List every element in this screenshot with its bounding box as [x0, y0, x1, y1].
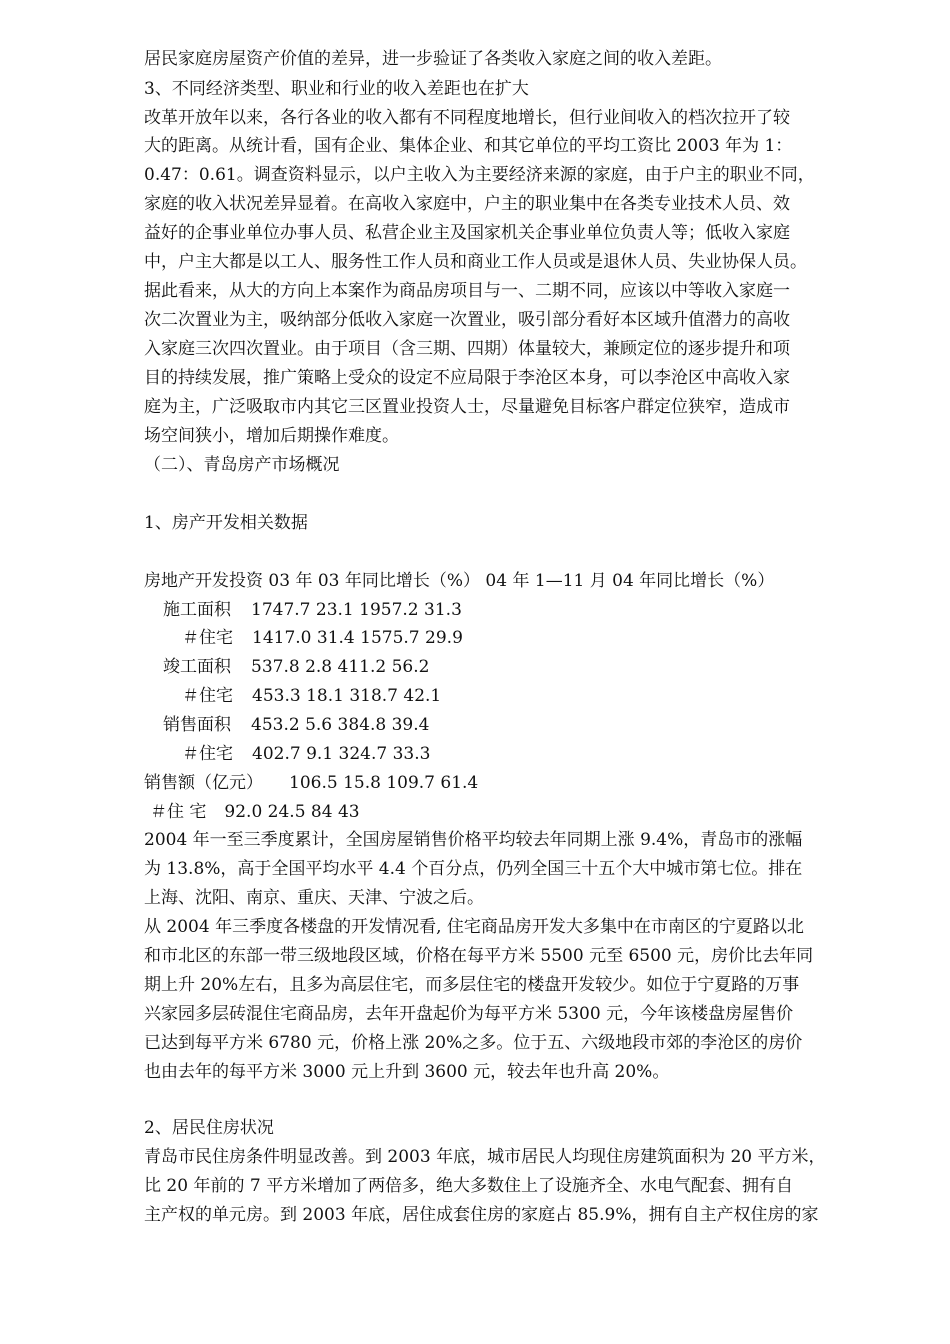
row-label: 施工面积	[163, 600, 231, 620]
table-row	[163, 655, 429, 679]
row-label: ＃住宅	[182, 628, 233, 648]
row-values: 106.5 15.8 109.7 61.4	[289, 773, 479, 793]
paragraph-line: 0.47：0.61。调查资料显示，以户主收入为主要经济来源的家庭，由于户主的职业不同，	[144, 165, 815, 185]
subsection-title: 2、居民住房状况	[144, 1118, 274, 1138]
paragraph-line: 从 2004 年三季度各楼盘的开发情况看, 住宅商品房开发大多集中在市南区的宁夏路以北	[144, 917, 804, 937]
row-label: ＃住 宅	[150, 802, 207, 822]
paragraph-line: 兴家园多层砖混住宅商品房，去年开盘起价为每平方米 5300 元，今年该楼盘房屋售价	[144, 1004, 794, 1024]
paragraph-line: 期上升 20%左右，且多为高层住宅，而多层住宅的楼盘开发较少。如位于宁夏路的万事	[144, 975, 800, 995]
paragraph-line: 益好的企事业单位办事人员、私营企业主及国家机关企事业单位负责人等；低收入家庭	[144, 223, 790, 243]
paragraph-line: 入家庭三次四次置业。由于项目（含三期、四期）体量较大，兼顾定位的逐步提升和项	[144, 339, 790, 359]
paragraph-line: 庭为主，广泛吸取市内其它三区置业投资人士，尽量避免目标客户群定位狭窄，造成市	[144, 397, 790, 417]
paragraph-line: 场空间狭小，增加后期操作难度。	[144, 426, 399, 446]
paragraph-line: 上海、沈阳、南京、重庆、天津、宁波之后。	[144, 888, 484, 908]
paragraph-line: 大的距离。从统计看，国有企业、集体企业、和其它单位的平均工资比 2003 年为 1：	[144, 136, 793, 156]
paragraph-line: 家庭的收入状况差异显着。在高收入家庭中，户主的职业集中在各类专业技术人员、效	[144, 194, 790, 214]
row-values: 453.3 18.1 318.7 42.1	[252, 686, 442, 706]
numbered-heading: 3、不同经济类型、职业和行业的收入差距也在扩大	[144, 79, 529, 99]
row-values: 1417.0 31.4 1575.7 29.9	[252, 628, 463, 648]
paragraph-line: 改革开放年以来，各行各业的收入都有不同程度地增长，但行业间收入的档次拉开了较	[144, 108, 790, 128]
row-label: 销售额（亿元）	[144, 773, 263, 793]
table-row	[150, 800, 360, 824]
paragraph-line: 据此看来，从大的方向上本案作为商品房项目与一、二期不同，应该以中等收入家庭一	[144, 281, 790, 301]
table-row	[182, 684, 441, 708]
paragraph-line: 2004 年一至三季度累计，全国房屋销售价格平均较去年同期上涨 9.4%，青岛市的涨幅	[144, 830, 803, 850]
table-row	[144, 771, 478, 795]
table-header: 房地产开发投资 03 年 03 年同比增长（%） 04 年 1—11 月 04 年同比增长（%）	[144, 571, 775, 591]
row-label: 竣工面积	[163, 657, 231, 677]
paragraph-line: 青岛市民住房条件明显改善。到 2003 年底，城市居民人均现住房建筑面积为 20 平方米，	[144, 1147, 826, 1167]
table-row	[163, 598, 462, 622]
row-values: 1747.7 23.1 1957.2 31.3	[251, 600, 462, 620]
paragraph-line: 主产权的单元房。到 2003 年底，居住成套住房的家庭占 85.9%，拥有自主产权住房的家	[144, 1205, 819, 1225]
row-values: 92.0 24.5 84 43	[224, 802, 360, 822]
paragraph-line: 次二次置业为主，吸纳部分低收入家庭一次置业，吸引部分看好本区域升值潜力的高收	[144, 310, 790, 330]
table-row	[182, 626, 463, 650]
section-heading: （二）、青岛房产市场概况	[144, 455, 340, 475]
row-label: 销售面积	[163, 715, 231, 735]
subsection-title: 1、房产开发相关数据	[144, 513, 308, 533]
row-label: ＃住宅	[182, 686, 233, 706]
paragraph-line: 为 13.8%，高于全国平均水平 4.4 个百分点，仍列全国三十五个大中城市第七位。排在	[144, 859, 803, 879]
row-values: 537.8 2.8 411.2 56.2	[251, 657, 430, 677]
table-row	[163, 713, 429, 737]
paragraph-line: 也由去年的每平方米 3000 元上升到 3600 元，较去年也升高 20%。	[144, 1062, 670, 1082]
row-label: ＃住宅	[182, 744, 233, 764]
table-row	[182, 742, 430, 766]
paragraph-line: 和市北区的东部一带三级地段区域，价格在每平方米 5500 元至 6500 元，房价比去年同	[144, 946, 814, 966]
paragraph-line: 中，户主大都是以工人、服务性工作人员和商业工作人员或是退休人员、失业协保人员。	[144, 252, 807, 272]
row-values: 453.2 5.6 384.8 39.4	[251, 715, 430, 735]
paragraph-line: 已达到每平方米 6780 元，价格上涨 20%之多。位于五、六级地段市郊的李沧区的房价	[144, 1033, 803, 1053]
paragraph-line: 比 20 年前的 7 平方米增加了两倍多，绝大多数住上了设施齐全、水电气配套、拥有自	[144, 1176, 794, 1196]
paragraph-line: 目的持续发展，推广策略上受众的设定不应局限于李沧区本身，可以李沧区中高收入家	[144, 368, 790, 388]
row-values: 402.7 9.1 324.7 33.3	[252, 744, 431, 764]
paragraph-line: 居民家庭房屋资产价值的差异，进一步验证了各类收入家庭之间的收入差距。	[144, 49, 722, 69]
